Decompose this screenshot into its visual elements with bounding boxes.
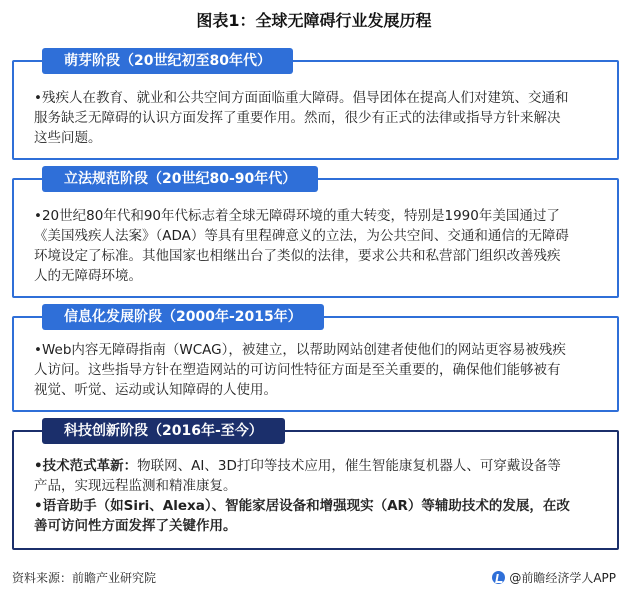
stage-text-3 [34, 340, 572, 400]
stage-text-2-body: •20世纪80年代和90年代标志着全球无障碍环境的重大转变，特别是1990年美国通过了《美国残疾人法案》（ADA）等具有里程碑意义的立法，为公共空间、交通和通信的无障碍环境设定了标准。其他国家也相继出台了类似的法律，要求公共和私营部门组织改善残疾人的无障碍环境。 [34, 208, 569, 284]
brand-logo-icon [492, 571, 505, 584]
stage-text-4 [34, 456, 572, 536]
stage-text-4-item-1-lead: •技术范式革新： [34, 458, 138, 474]
source-note: 资料来源：前瞻产业研究院 [12, 571, 157, 585]
stage-header-4: 科技创新阶段（2016年-至今） [42, 418, 285, 444]
stage-text-1 [34, 88, 572, 148]
stage-text-4-item-2: •语音助手（如Siri、Alexa）、智能家居设备和增强现实（AR）等辅助技术的发展，在改善可访问性方面发挥了关键作用。 [34, 498, 570, 534]
brand-credit [492, 569, 616, 586]
stage-header-1: 萌芽阶段（20世纪初至80年代） [42, 48, 293, 74]
stage-text-3-body: •Web内容无障碍指南（WCAG），被建立，以帮助网站创建者使他们的网站更容易被残疾人访问。这些指导方针在塑造网站的可访问性特征方面是至关重要的，确保他们能够被有视觉、听觉、运动或认知障碍的人使用。 [34, 342, 566, 398]
brand-credit-text: @前瞻经济学人APP [509, 571, 616, 585]
stage-header-2: 立法规范阶段（20世纪80-90年代） [42, 166, 318, 192]
chart-title: 图表1：全球无障碍行业发展历程 [196, 11, 432, 30]
stage-text-4-item-1 [34, 456, 572, 496]
stage-text-4-item-1-body: 物联网、AI、3D打印等技术应用，催生智能康复机器人、可穿戴设备等产品，实现远程监测和精准康复。 [34, 458, 561, 494]
stage-header-3: 信息化发展阶段（2000年-2015年） [42, 304, 324, 330]
stage-text-2 [34, 206, 572, 286]
stage-text-1-body: •残疾人在教育、就业和公共空间方面面临重大障碍。倡导团体在提高人们对建筑、交通和服务缺乏无障碍的认识方面发挥了重要作用。然而，很少有正式的法律或指导方针来解决这些问题。 [34, 90, 569, 146]
